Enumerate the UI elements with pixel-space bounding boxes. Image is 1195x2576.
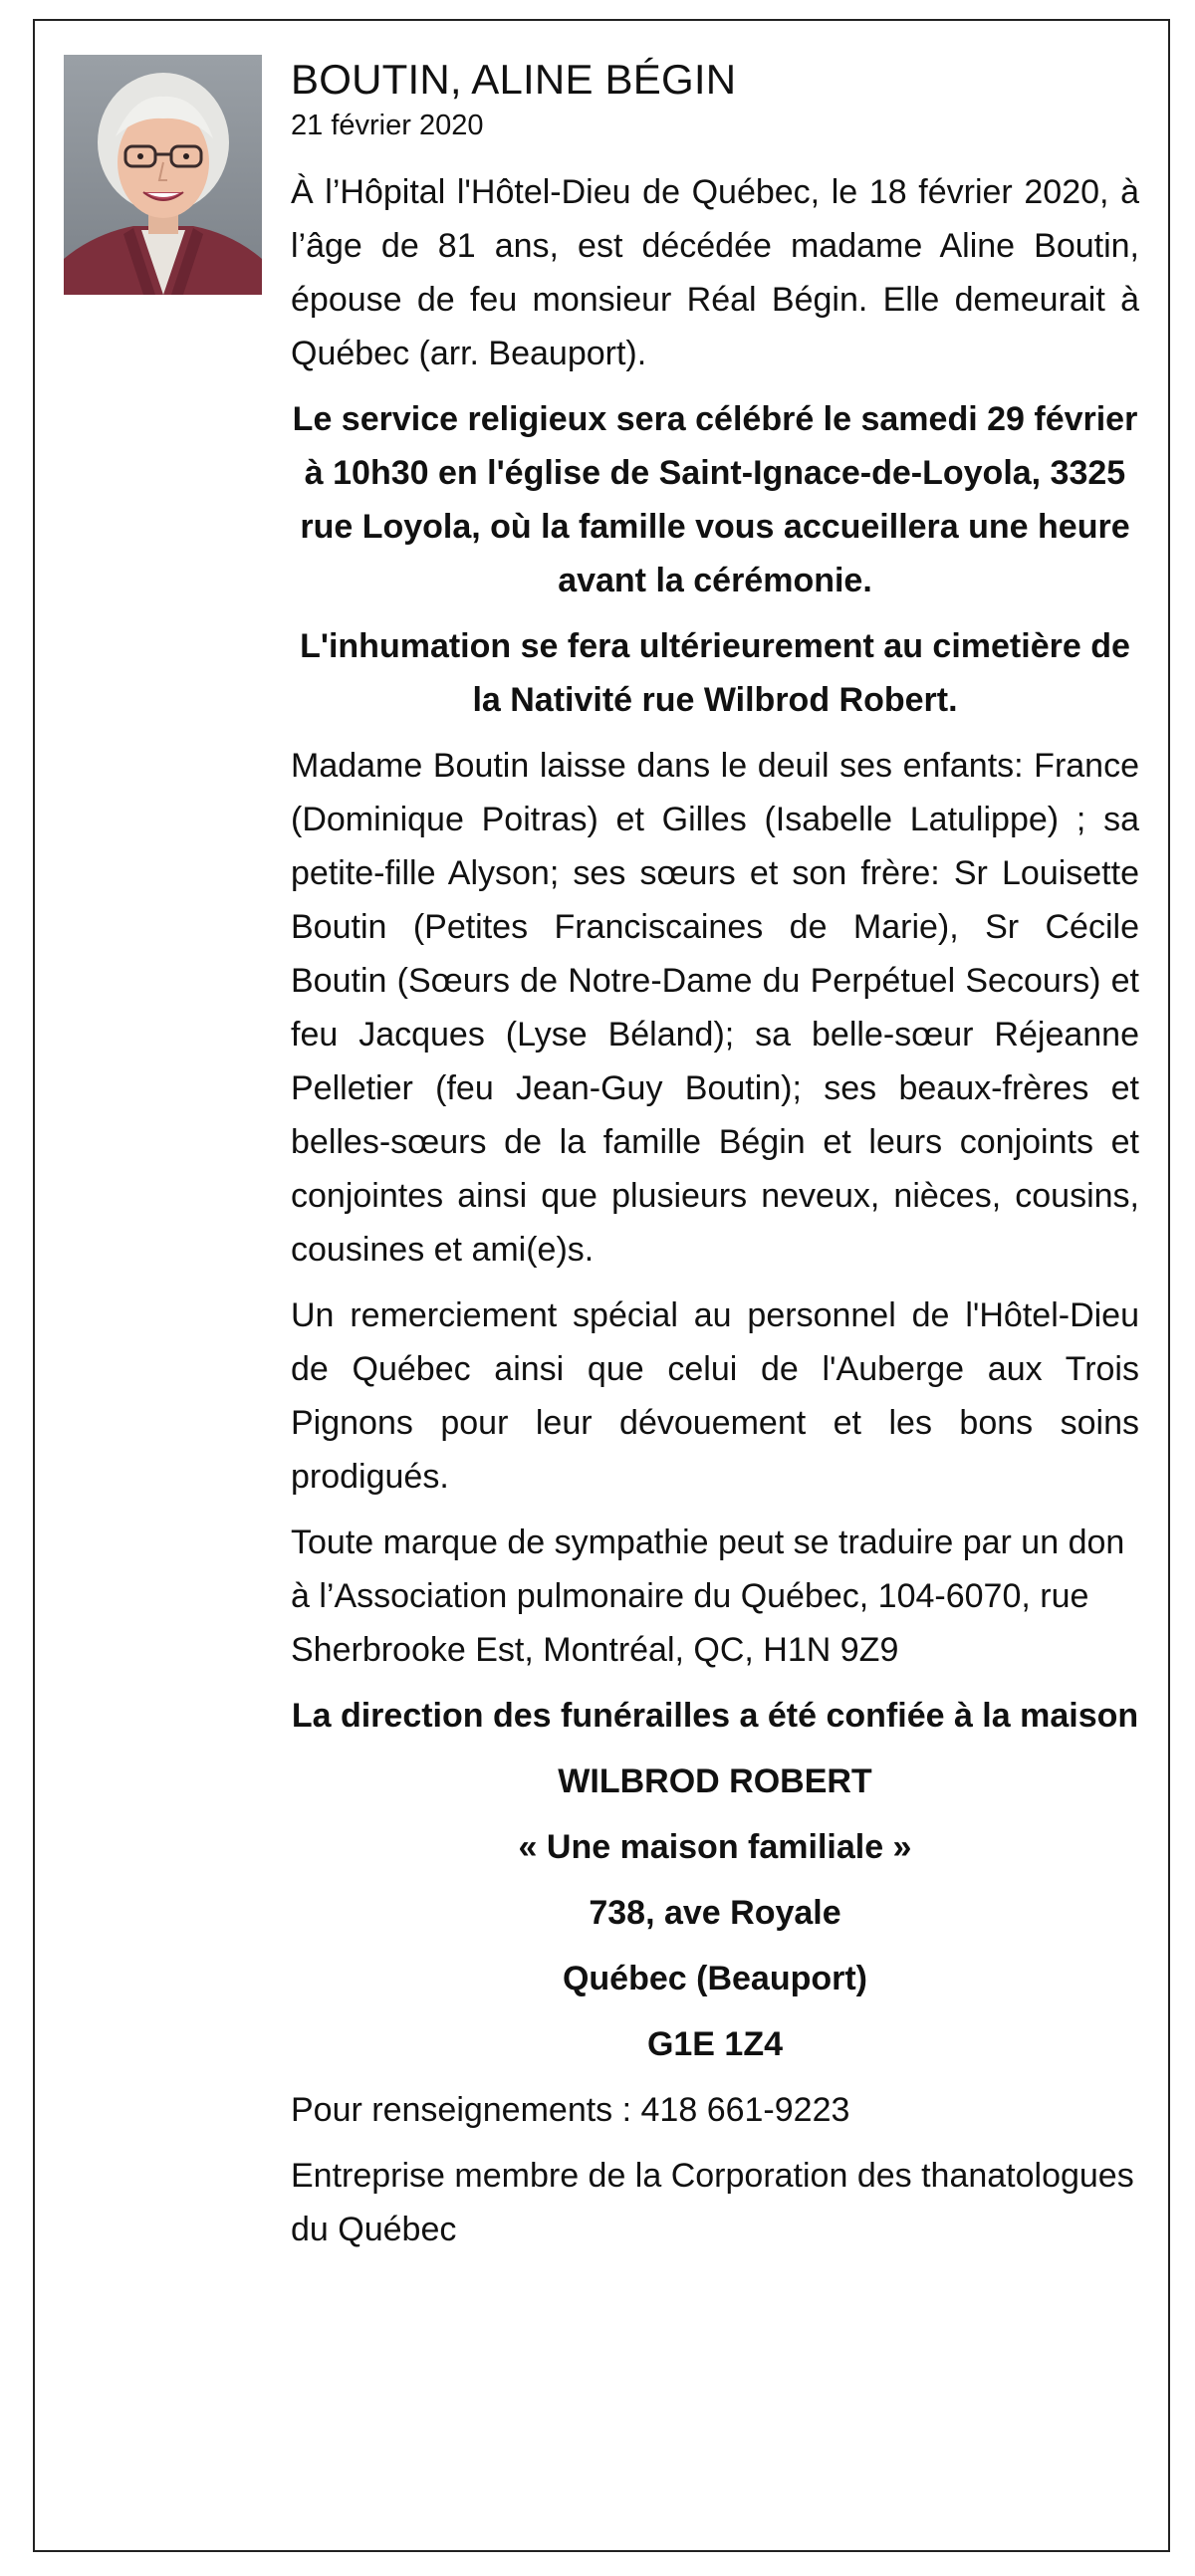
family-mourners: Madame Boutin laisse dans le deuil ses enfants: France (Dominique Poitras) et Gilles (Isabelle Latulippe) ; sa petite-fille Alyson; ses sœurs et son frère: Sr Louisette Boutin (Petites Franciscaines de Marie), Sr Cécile Boutin (Sœurs de Notre-Dame du Perpétuel Secours) et feu Jacques (Lyse Béland); sa belle-sœur Réjeanne Pelletier (feu Jean-Guy Boutin); ses beaux-frères et belles-sœurs de la famille Bégin et leurs conjoints et conjointes ainsi que plusieurs neveux, nièces, cousins, cousines et ami(e)s. [291, 747, 1139, 1269]
funeral-home-address: 738, ave Royale [589, 1894, 841, 1932]
obituary-content [291, 52, 1139, 2256]
service-details: Le service religieux sera célébré le samedi 29 février à 10h30 en l'église de Saint-Ignace-de-Loyola, 3325 rue Loyola, où la famille vous accueillera une heure avant la cérémonie. [292, 400, 1138, 599]
portrait-photo [64, 55, 262, 295]
funeral-home-intro: La direction des funérailles a été confiée à la maison [291, 1697, 1139, 1735]
funeral-home-city: Québec (Beauport) [562, 1960, 868, 1997]
contact-info: Pour renseignements : 418 661-9223 [291, 2091, 850, 2129]
publication-date: 21 février 2020 [291, 110, 484, 141]
donation-info: Toute marque de sympathie peut se traduire par un don à l’Association pulmonaire du Québec, 104-6070, rue Sherbrooke Est, Montréal, QC, H1N 9Z9 [291, 1523, 1125, 1669]
burial-details: L'inhumation se fera ultérieurement au cimetière de la Nativité rue Wilbrod Robert. [300, 627, 1130, 719]
funeral-home-postal: G1E 1Z4 [646, 2025, 784, 2063]
funeral-home-name: WILBROD ROBERT [558, 1762, 872, 1800]
membership-note: Entreprise membre de la Corporation des thanatologues du Québec [291, 2157, 1134, 2248]
deceased-name: BOUTIN, ALINE BÉGIN [291, 56, 737, 103]
death-announcement: À l’Hôpital l'Hôtel-Dieu de Québec, le 18 février 2020, à l’âge de 81 ans, est décédée madame Aline Boutin, épouse de feu monsieur Réal Bégin. Elle demeurait à Québec (arr. Beauport). [291, 173, 1139, 372]
portrait-icon [64, 55, 262, 295]
funeral-home-slogan: « Une maison familiale » [518, 1828, 912, 1866]
special-thanks: Un remerciement spécial au personnel de l'Hôtel-Dieu de Québec ainsi que celui de l'Auberge aux Trois Pignons pour leur dévouement et les bons soins prodigués. [291, 1296, 1139, 1496]
